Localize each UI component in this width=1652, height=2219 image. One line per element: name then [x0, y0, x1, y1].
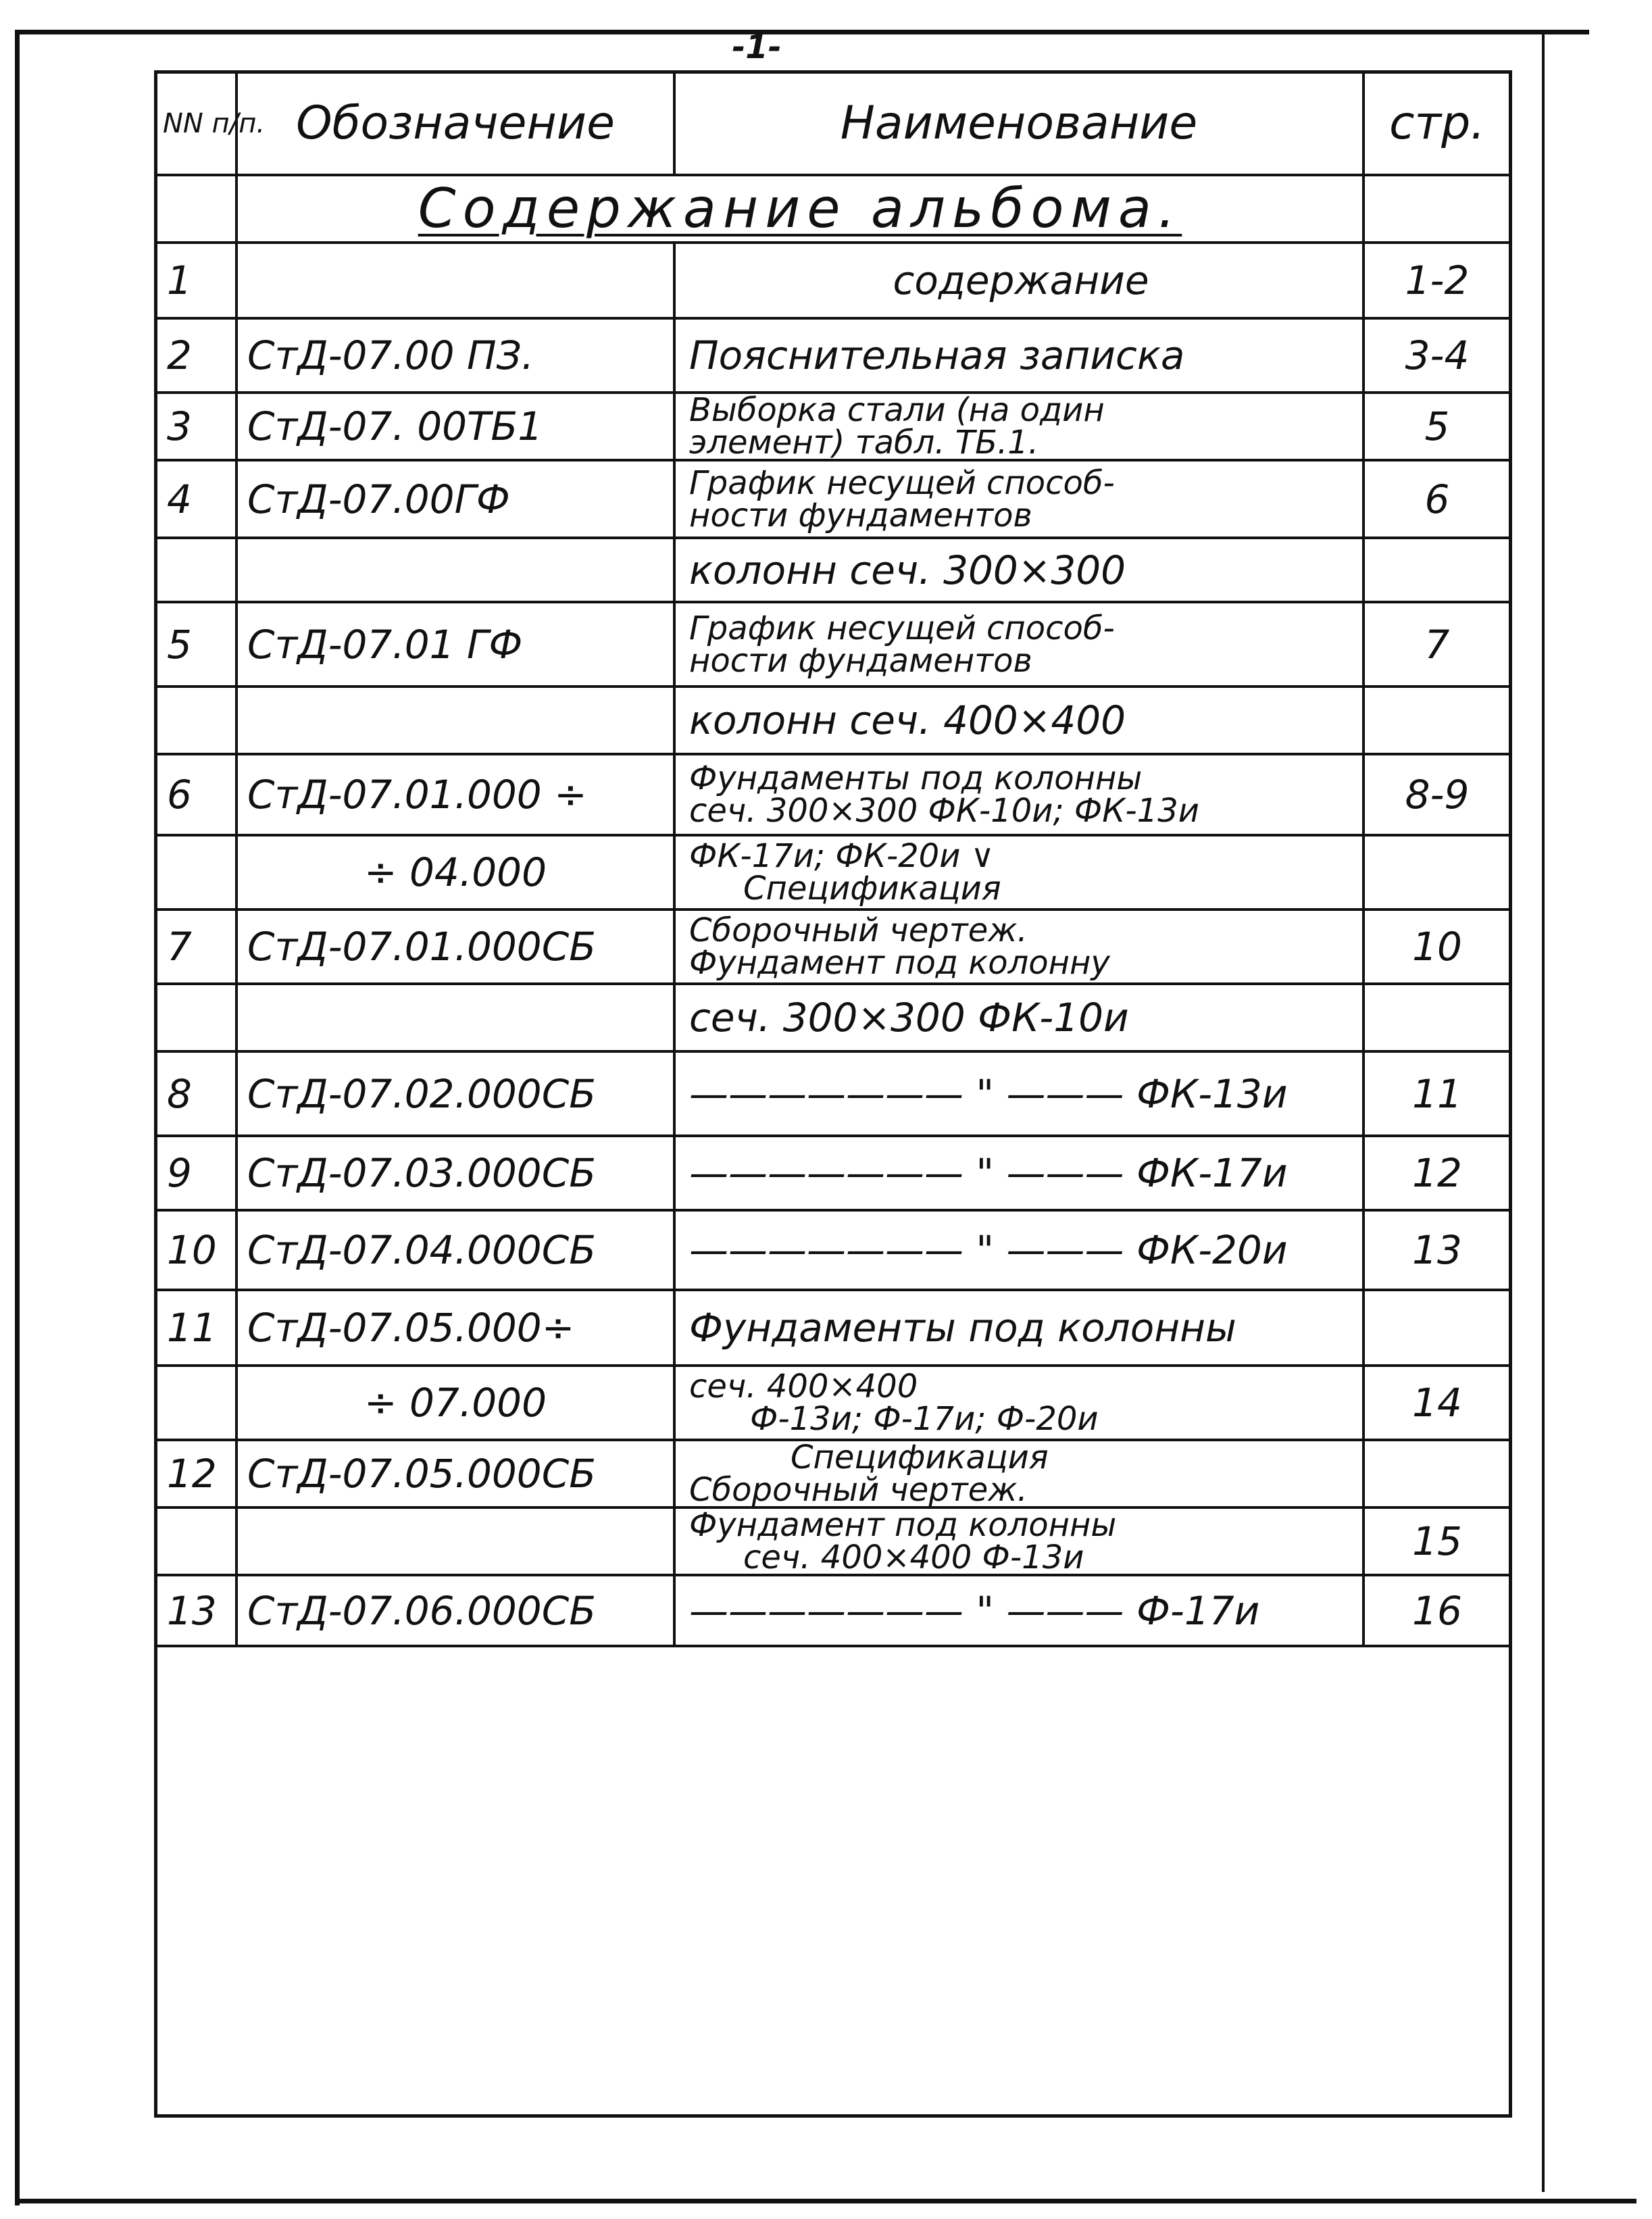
row-name: Выборка стали (на один элемент) табл. ТБ.1.	[674, 393, 1363, 460]
row-page: 14	[1363, 1366, 1509, 1440]
row-num	[157, 687, 236, 754]
row-page	[1363, 1290, 1509, 1366]
frame-bottom-border	[15, 2199, 1636, 2203]
row-designation: СтД-07.05.000÷	[236, 1290, 674, 1366]
row-page: 7	[1363, 602, 1509, 687]
row-num: 7	[157, 909, 236, 984]
row-name: содержание	[674, 243, 1363, 318]
row-name: Пояснительная записка	[674, 318, 1363, 393]
contents-sheet	[154, 70, 1512, 2118]
row-designation	[236, 687, 674, 754]
row-designation: СтД-07.02.000СБ	[236, 1051, 674, 1136]
row-designation: ÷ 04.000	[236, 835, 674, 909]
row-designation: СтД-07.01 ГФ	[236, 602, 674, 687]
table-row	[157, 835, 1509, 909]
row-name: График несущей способ- ности фундаментов	[674, 460, 1363, 538]
row-name: колонн сеч. 400×400	[674, 687, 1363, 754]
table-row	[157, 687, 1509, 754]
header-row	[157, 74, 1509, 175]
header-num: NN п/п.	[157, 74, 236, 175]
table-row	[157, 984, 1509, 1051]
row-page	[1363, 1440, 1509, 1507]
row-page: 16	[1363, 1575, 1509, 1646]
row-designation: СтД-07.06.000СБ	[236, 1575, 674, 1646]
row-page	[1363, 984, 1509, 1051]
table-row	[157, 318, 1509, 393]
row-num: 11	[157, 1290, 236, 1366]
row-name: График несущей способ- ности фундаментов	[674, 602, 1363, 687]
row-num: 6	[157, 754, 236, 835]
row-page: 6	[1363, 460, 1509, 538]
row-name: сеч. 300×300 ФК-10и	[674, 984, 1363, 1051]
row-name: Сборочный чертеж. Фундамент под колонну	[674, 909, 1363, 984]
row-designation	[236, 243, 674, 318]
row-name: ФК-17и; ФК-20и ∨ Спецификация	[674, 835, 1363, 909]
row-num: 3	[157, 393, 236, 460]
table-row	[157, 909, 1509, 984]
header-page: стр.	[1363, 74, 1509, 175]
row-num	[157, 835, 236, 909]
row-name: ——————— " ——— ФК-17и	[674, 1136, 1363, 1210]
table-row	[157, 1210, 1509, 1290]
row-designation: ÷ 07.000	[236, 1366, 674, 1440]
table-row	[157, 393, 1509, 460]
table-row	[157, 1575, 1509, 1646]
table-row	[157, 754, 1509, 835]
frame-top-border	[15, 30, 1589, 34]
row-designation: СтД-07. 00ТБ1	[236, 393, 674, 460]
row-num	[157, 984, 236, 1051]
row-page: 8-9	[1363, 754, 1509, 835]
row-designation: СтД-07.00 ПЗ.	[236, 318, 674, 393]
row-num	[157, 1366, 236, 1440]
row-num: 13	[157, 1575, 236, 1646]
row-num: 10	[157, 1210, 236, 1290]
row-page: 5	[1363, 393, 1509, 460]
table-row	[157, 538, 1509, 602]
table-row	[157, 1440, 1509, 1507]
row-page	[1363, 538, 1509, 602]
row-designation	[236, 1507, 674, 1575]
row-designation	[236, 984, 674, 1051]
row-designation: СтД-07.01.000 ÷	[236, 754, 674, 835]
row-designation: СтД-07.03.000СБ	[236, 1136, 674, 1210]
table-row	[157, 602, 1509, 687]
row-num: 2	[157, 318, 236, 393]
row-page: 12	[1363, 1136, 1509, 1210]
section-title-row	[157, 175, 1509, 243]
row-num	[157, 1507, 236, 1575]
row-name: ——————— " ——— ФК-20и	[674, 1210, 1363, 1290]
row-designation: СтД-07.01.000СБ	[236, 909, 674, 984]
row-name: Фундамент под колонны сеч. 400×400 Ф-13и	[674, 1507, 1363, 1575]
row-page: 13	[1363, 1210, 1509, 1290]
frame-left-border	[15, 30, 20, 2205]
row-name: ——————— " ——— ФК-13и	[674, 1051, 1363, 1136]
header-designation: Обозначение	[236, 74, 674, 175]
contents-table	[157, 74, 1509, 1647]
row-num: 4	[157, 460, 236, 538]
table-row	[157, 1366, 1509, 1440]
row-name: ——————— " ——— Ф-17и	[674, 1575, 1363, 1646]
row-num: 5	[157, 602, 236, 687]
row-designation: СтД-07.00ГФ	[236, 460, 674, 538]
row-page: 3-4	[1363, 318, 1509, 393]
row-designation	[236, 538, 674, 602]
row-page: 11	[1363, 1051, 1509, 1136]
row-num: 8	[157, 1051, 236, 1136]
row-num: 1	[157, 243, 236, 318]
frame-right-border	[1542, 30, 1545, 2192]
row-designation: СтД-07.04.000СБ	[236, 1210, 674, 1290]
table-row	[157, 460, 1509, 538]
table-row	[157, 1051, 1509, 1136]
row-page: 1-2	[1363, 243, 1509, 318]
row-designation: СтД-07.05.000СБ	[236, 1440, 674, 1507]
table-row	[157, 1136, 1509, 1210]
row-page	[1363, 835, 1509, 909]
row-name: Спецификация Сборочный чертеж.	[674, 1440, 1363, 1507]
row-page: 15	[1363, 1507, 1509, 1575]
table-row	[157, 243, 1509, 318]
row-page: 10	[1363, 909, 1509, 984]
row-page	[1363, 687, 1509, 754]
table-row	[157, 1290, 1509, 1366]
row-name: сеч. 400×400 Ф-13и; Ф-17и; Ф-20и	[674, 1366, 1363, 1440]
row-num: 9	[157, 1136, 236, 1210]
page-number: -1-	[732, 28, 782, 66]
table-row	[157, 1507, 1509, 1575]
row-name: Фундаменты под колонны	[674, 1290, 1363, 1366]
header-name: Наименование	[674, 74, 1363, 175]
row-num	[157, 538, 236, 602]
row-name: колонн сеч. 300×300	[674, 538, 1363, 602]
row-name: Фундаменты под колонны сеч. 300×300 ФК-10и; ФК-13и	[674, 754, 1363, 835]
row-num: 12	[157, 1440, 236, 1507]
section-title: Содержание альбома.	[236, 175, 1363, 243]
